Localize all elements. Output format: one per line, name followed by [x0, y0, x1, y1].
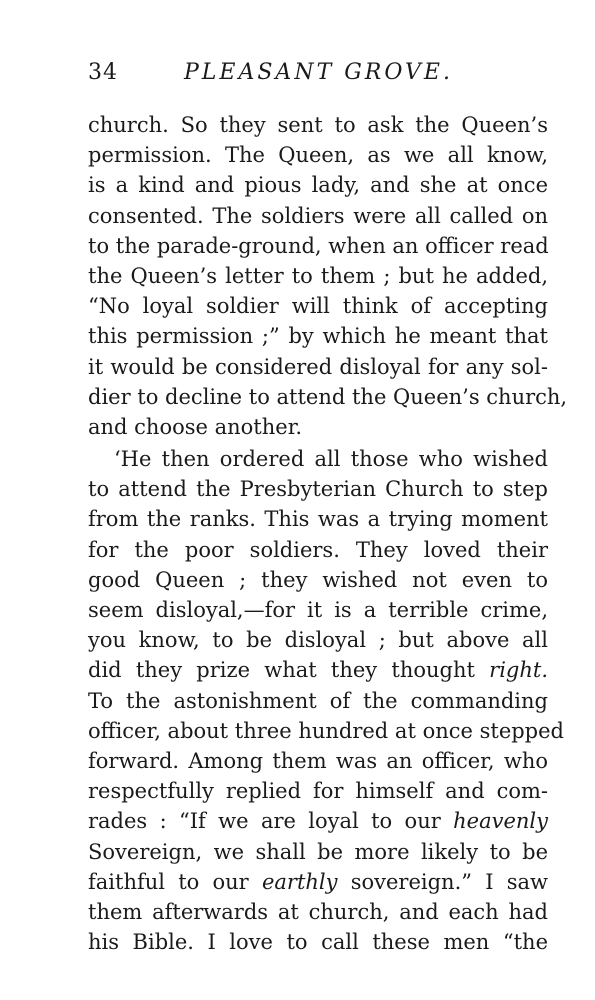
text-line: seem disloyal,—for it is a terrible crime,: [88, 598, 548, 622]
text-line: officer, about three hundred at once stepped: [88, 718, 564, 743]
text-line: his Bible. I love to call these men “the: [88, 930, 548, 955]
text-line: respectfully replied for himself and com-: [88, 779, 548, 804]
text-line: To the astonishment of the commanding: [88, 688, 548, 713]
text-line: this permission ;” by which he meant that: [88, 324, 548, 349]
text-line: is a kind and pious lady, and she at once: [88, 173, 548, 198]
text-line: [88, 867, 548, 897]
text-segment: did they prize what they thought: [88, 658, 490, 683]
text-line: [88, 655, 548, 685]
text-line: and choose another.: [88, 414, 303, 439]
text-line: Sovereign, we shall be more likely to be: [88, 839, 548, 864]
text-line: it would be considered disloyal for any sol-: [88, 354, 548, 379]
text-line: consented. The soldiers were all called on: [88, 203, 548, 228]
text-line: to the parade-ground, when an officer read: [88, 233, 549, 258]
text-segment: faithful to our: [88, 869, 262, 894]
text-line: [88, 806, 548, 836]
text-line: to attend the Presbyterian Church to step: [88, 477, 548, 502]
text-line: forward. Among them was an officer, who: [88, 748, 548, 773]
paragraph-2: [88, 444, 564, 957]
body-text: [88, 110, 568, 957]
text-line: you know, to be disloyal ; but above all: [88, 628, 548, 653]
text-line: from the ranks. This was a trying moment: [88, 507, 548, 532]
text-line: “No loyal soldier will think of accepting: [88, 294, 548, 319]
text-line: good Queen ; they wished not even to: [88, 567, 548, 592]
text-line: dier to decline to attend the Queen’s church,: [88, 384, 568, 409]
text-line: for the poor soldiers. They loved their: [88, 537, 548, 562]
text-line: ‘He then ordered all those who wished: [114, 447, 548, 472]
text-line: them afterwards at church, and each had: [88, 899, 548, 924]
text-line: church. So they sent to ask the Queen’s: [88, 113, 548, 137]
text-line: the Queen’s letter to them ; but he added,: [88, 263, 548, 288]
running-title: PLEASANT GROVE.: [184, 60, 453, 85]
italic-word: earthly: [261, 869, 338, 894]
paragraph-1: [88, 110, 568, 442]
text-line: permission. The Queen, as we all know,: [88, 143, 548, 168]
italic-word: right.: [489, 658, 548, 683]
italic-word: heavenly: [453, 809, 548, 834]
page-header: [88, 58, 548, 88]
text-segment: rades : “If we are loyal to our: [88, 809, 454, 834]
text-segment: sovereign.” I saw: [337, 869, 548, 894]
page-number: 34: [88, 60, 118, 85]
